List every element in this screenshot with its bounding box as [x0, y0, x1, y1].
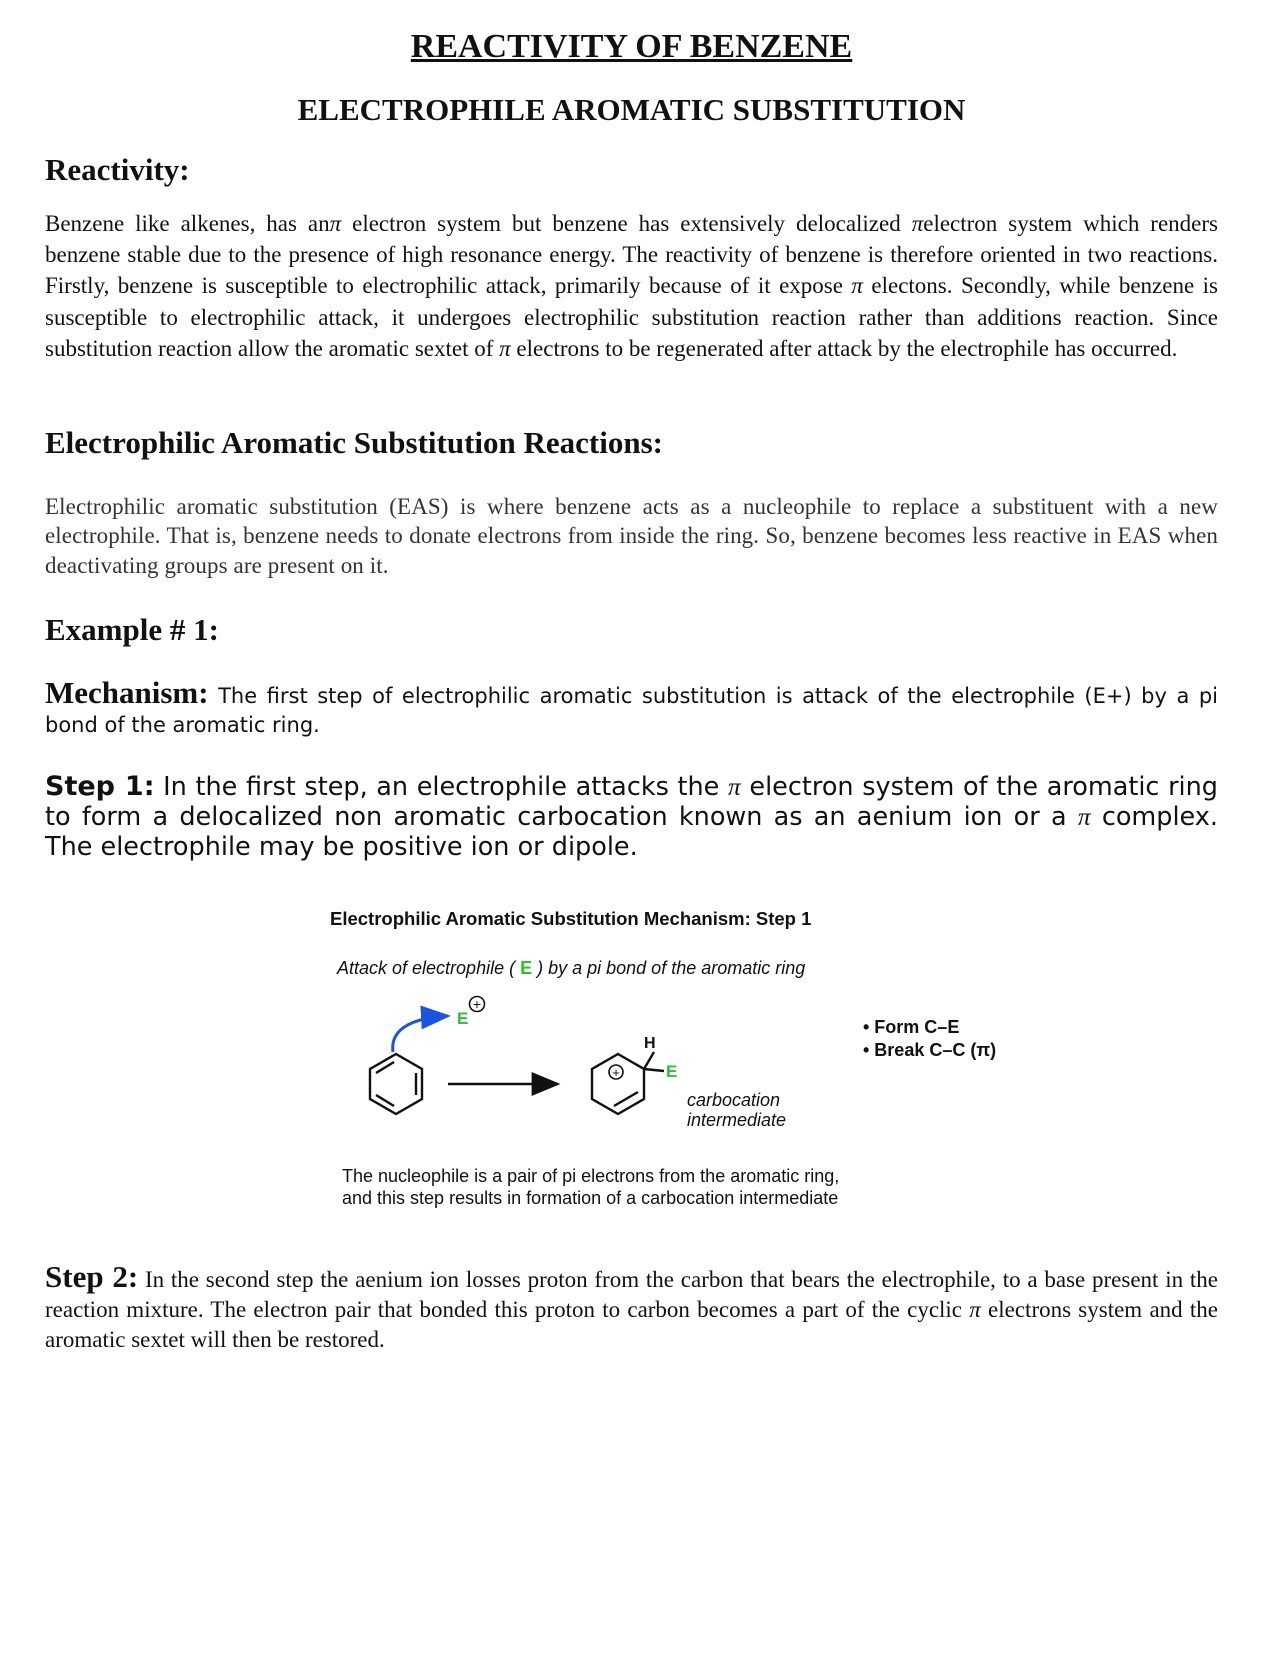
step1-lead: Step 1: — [45, 771, 155, 802]
bullet-break: • Break C–C (π) — [863, 1040, 997, 1060]
reactivity-heading: Reactivity: — [45, 152, 190, 187]
mechanism-lead: Mechanism: — [45, 675, 209, 710]
svg-text:+: + — [612, 1065, 620, 1080]
mechanism-figure — [310, 900, 1030, 1220]
eas-paragraph: Electrophilic aromatic substitution (EAS) is where benzene acts as a nucleophile to replace a substituent with a new electrophile. That is, benzene needs to donate electrons from inside the ring. So, benzene becomes less reactive in EAS when deactivating groups are present on it. — [45, 494, 1218, 578]
bonded-electrophile-label: E — [666, 1062, 678, 1081]
mechanism-paragraph: Mechanism: The first step of electrophilic aromatic substitution is attack of the electrophile (E+) by a pi bond of the aromatic ring. — [45, 675, 1218, 737]
svg-text:+: + — [472, 996, 482, 1012]
figure-caption: The nucleophile is a pair of pi electrons from the aromatic ring, and this step results in formation of a carbocation intermediate — [342, 1166, 840, 1208]
figure-subtitle: Attack of electrophile ( E ) by a pi bond of the aromatic ring — [337, 958, 806, 978]
intermediate-label: carbocation intermediate — [687, 1090, 787, 1130]
reactivity-paragraph: Benzene like alkenes, has anπ electron system but benzene has extensively delocalized πelectron system which renders benzene stable due to the presence of high resonance energy. The reactivity of benzene is therefore oriented in two reactions. Firstly, benzene is susceptible to electrophilic attack, primarily because of it expose π electons. Secondly, while benzene is susceptible to electrophilic attack, it undergoes electrophilic substitution reaction rather than additions reaction. Since substitution reaction allow the aromatic sextet of π electrons to be regenerated after attack by the electrophile has occurred. — [45, 211, 1218, 361]
page-title: REACTIVITY OF BENZENE — [410, 28, 853, 65]
carbocation-charge-icon — [609, 1065, 623, 1080]
page-subtitle: ELECTROPHILE AROMATIC SUBSTITUTION — [297, 92, 966, 127]
eas-heading: Electrophilic Aromatic Substitution Reactions: — [45, 425, 663, 460]
step2-paragraph: Step 2: In the second step the aenium ion losses proton from the carbon that bears the electrophile, to a base present in the reaction mixture. The electron pair that bonded this proton to carbon becomes a part of the cyclic π electrons system and the aromatic sextet will then be restored. — [45, 1259, 1218, 1352]
example-heading: Example # 1: — [45, 612, 219, 647]
bullet-form: • Form C–E — [863, 1017, 960, 1037]
step2-lead: Step 2: — [45, 1259, 139, 1294]
figure-bullets — [863, 1016, 996, 1062]
step1-paragraph: Step 1: In the first step, an electrophile attacks the π electron system of the aromatic ring to form a delocalized non aromatic carbocation known as an aenium ion or a π complex. The electrophile may be positive ion or dipole. — [45, 771, 1218, 862]
positive-charge-icon — [470, 996, 485, 1012]
figure-title: Electrophilic Aromatic Substitution Mechanism: Step 1 — [330, 908, 812, 929]
curved-arrow-icon — [393, 1016, 448, 1052]
electrophile-label: E — [457, 1009, 469, 1028]
carbocation-molecule — [592, 1052, 664, 1114]
benzene-molecule — [370, 1054, 422, 1114]
hydrogen-label: H — [644, 1035, 656, 1052]
